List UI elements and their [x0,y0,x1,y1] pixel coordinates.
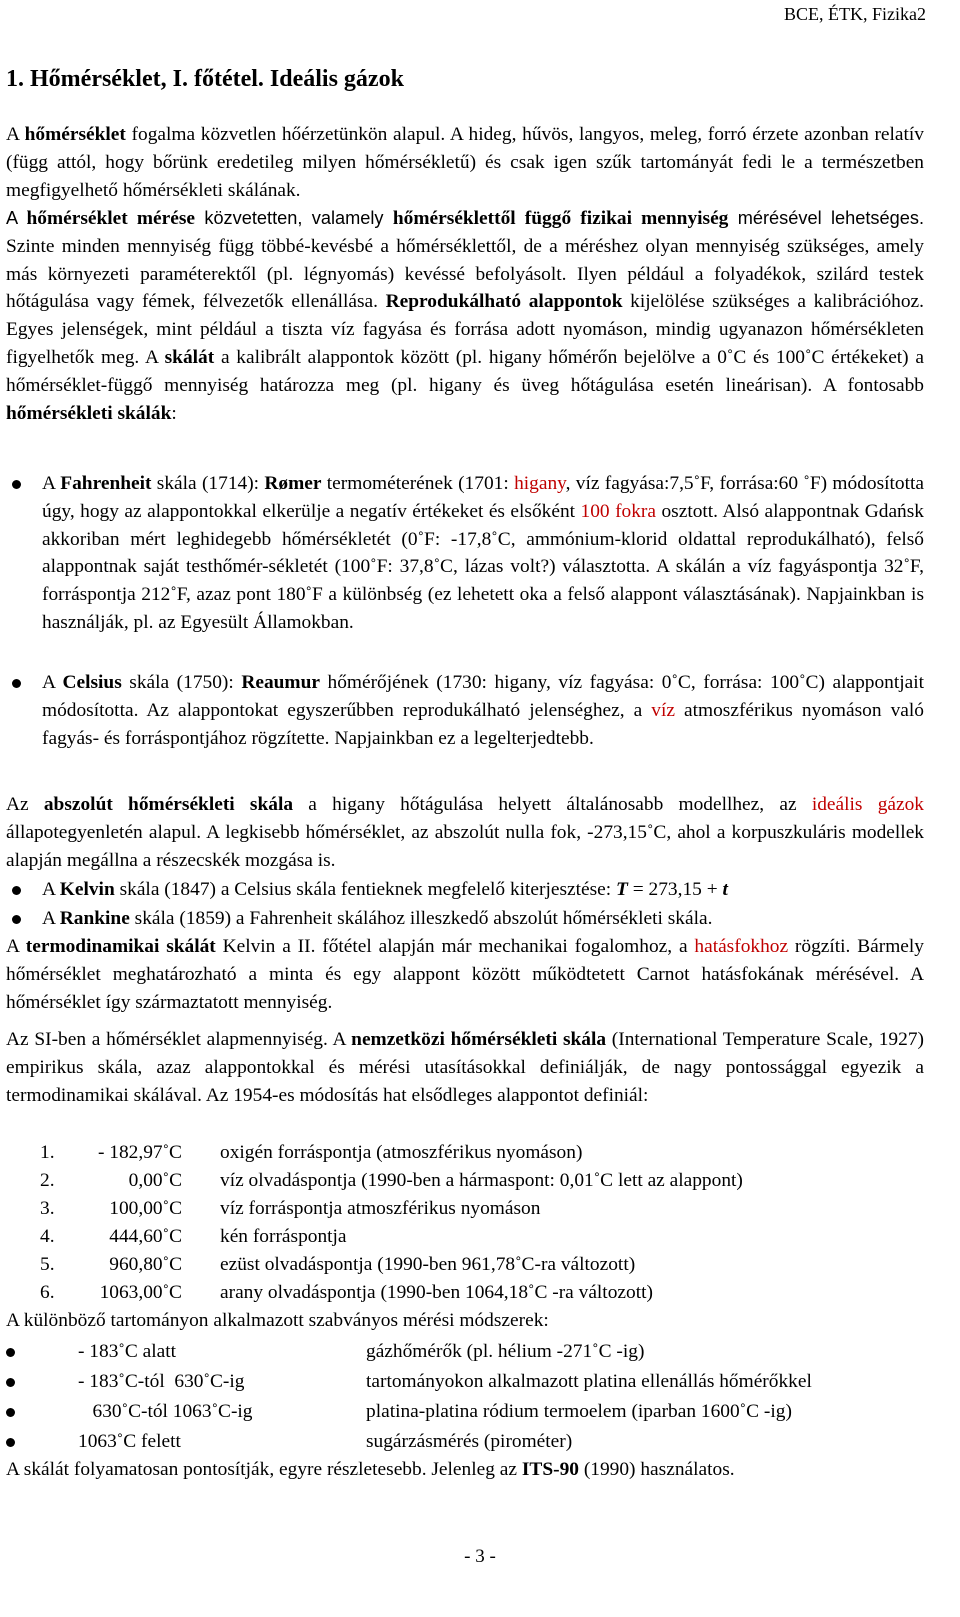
item-number: 6. [40,1282,55,1303]
text: A [6,936,26,957]
item-number: 5. [40,1254,55,1275]
bullet-rankine [6,905,924,933]
text: mérésével lehetséges. [728,208,925,228]
paragraph-thermodynamic-scale [6,933,924,1016]
item-value: - 182,97˚C [97,1142,182,1163]
item-value: 444,60˚C [109,1226,182,1247]
bold-term: Reprodukálható alappontok [385,291,623,313]
method-name: gázhőmérők (pl. hélium -271˚C -ig) [366,1341,645,1362]
paragraph-absolute-scale [6,791,924,874]
text: a kalibrált alappontok között (pl. higany hőmérőn bejelölve a 0˚C és 100˚C értékeket) a hőmérséklet-függő mennyiség határozza meg (pl. higany és üveg hőtágulása esetén lineárisan). A fontosabb [6,346,924,396]
method-range: - 183˚C alatt [78,1341,177,1362]
method-name: sugárzásmérés (pirométer) [366,1431,573,1452]
text: A skálát folyamatosan pontosítják, egyre részletesebb. Jelenleg az [6,1459,522,1480]
text: közvetetten, valamely [195,208,393,228]
text: = 273,15 + [627,879,723,900]
text: Szinte minden mennyiség függ többé-kevésbé a hőmérséklettől, de a méréshez olyan mennyiség szükséges, amely más környezeti paraméterektől (pl. légnyomás) kevéssé befolyásolt. Ilyen például a folyadékok, szilárd testek hőtágulása vagy fémek, félvezetők ellenállása. [6,235,924,313]
bold-term: abszolút hőmérsékleti skála [43,794,294,815]
text: atmoszférikus nyomáson való fagyás- és forráspontjához rögzítette. Napjainkban ez a legelterjedtebb. [42,699,924,749]
bold-term: termodinamikai skálát [25,936,216,957]
item-value: 100,00˚C [109,1198,182,1219]
bold-term: Kelvin [59,879,115,900]
text: Az SI-ben a hőmérséklet alapmennyiség. A [6,1029,352,1050]
item-number: 1. [40,1142,55,1163]
text: A [6,124,25,145]
bold-term: Reaumur [241,672,320,693]
formula-variable: T [616,879,628,900]
item-description: arany olvadáspontja (1990-ben 1064,18˚C -ra változott) [220,1282,653,1303]
text: fogalma közvetlen hőérzetünkön alapul. A hideg, hűvös, langyos, meleg, forró érzete azonban relatív (függ attól, hogy bőrünk eredetileg milyen hőmérsékletű) és csak igen szűk tartományát fedi le a természetben megfigyelhető hőmérsékleti skálának. [6,124,924,201]
bold-term: Rankine [59,908,130,929]
text: a higany hőtágulása helyett általánosabb modellhez, az [293,794,812,815]
text: skála (1847) a Celsius skála fentieknek megfelelő kiterjesztése: [114,879,617,900]
highlight-term: higany [514,473,566,494]
item-value: 1063,00˚C [99,1282,182,1303]
text: Az [6,794,44,815]
bold-term: ITS-90 [521,1459,579,1480]
text: A [42,879,60,900]
text: A [42,473,61,494]
method-range: 1063˚C felett [78,1431,181,1452]
text: állapotegyenletén alapul. A legkisebb hőmérséklet, az abszolút nulla fok, -273,15˚C, ahol a korpuszkuláris modellek alapján megállna a részecskék mozgása is. [6,821,924,871]
text: rögzíti. Bármely hőmérséklet meghatározható a minta és egy alappont között működtetett Carnot hatásfokának mérésével. A hőmérséklet így származtatott mennyiség. [6,936,924,1013]
text: termométerének (1701: [321,473,515,494]
bold-term: hőmérséklet [24,124,126,145]
page-title: 1. Hőmérséklet, I. főtétel. Ideális gázok [6,66,404,92]
bullet-celsius [6,669,924,752]
bold-term: nemzetközi hőmérsékleti skála [351,1029,607,1050]
method-name: platina-platina ródium termoelem (iparban 1600˚C -ig) [366,1401,792,1422]
paragraph-temperature-concept [6,121,924,204]
text: skála (1750): [121,672,242,693]
highlight-term: ideális gázok [811,794,924,815]
text: skála (1859) a Fahrenheit skálához illeszkedő abszolút hőmérsékleti skála. [129,908,713,929]
bold-term: Celsius [62,672,122,693]
item-number: 3. [40,1198,55,1219]
paragraph-its90 [6,1456,924,1484]
item-number: 4. [40,1226,55,1247]
text: : [171,402,177,424]
bold-term: skálát [164,346,215,368]
paragraph-international-scale [6,1026,924,1109]
highlight-term: 100 fokra [580,500,656,522]
text: (International Temperature Scale, 1927) empirikus skála, azaz alappontokkal és mérési utasításokkal definiálják, de nagy pontossággal egyezik a termodinamikai skálával. Az 1954-es módosítás hat elsődleges alappontot definiál: [6,1029,924,1106]
highlight-term: hatásfokhoz [694,936,789,957]
bold-term: Rømer [264,473,322,494]
item-number: 2. [40,1170,55,1191]
text: Kelvin a II. főtétel alapján már mechanikai fogalomhoz, a [215,936,695,957]
item-description: víz forráspontja atmoszférikus nyomáson [220,1198,541,1219]
methods-intro: A különböző tartományon alkalmazott szabványos mérési módszerek: [6,1310,549,1331]
method-range: 630˚C-tól 1063˚C-ig [78,1401,253,1422]
item-description: oxigén forráspontja (atmoszférikus nyomáson) [220,1142,583,1163]
bold-term: hőmérséklettől függő fizikai mennyiség [392,208,729,229]
text: osztott. Alsó alappontnak Gdańsk akkoriban mért leghidegebb hőmérsékletét (0˚F: -17,8˚C, ammónium-klorid oldattal reprodukálható), felső alappontnak saját testhőmér-sékletét (100˚F: 37,8˚C, lázas volt?) választotta. A skálán a víz fagyáspontja 32˚F, forráspontja 212˚F, azaz pont 180˚F a különbség (ez lehetett oka a felső alappont választásának). Napjainkban is használják, pl. az Egyesült Államokban. [42,500,924,633]
formula-variable: t [722,879,728,900]
bold-term: hőmérsékleti skálák [6,402,172,424]
text: , víz fagyása:7,5˚F, forrása:60 ˚F) módosította úgy, hogy az alappontokkal elkerülje a negatív értékeket és elsőként [42,473,924,522]
text: skála (1714): [151,473,265,494]
text: hőmérőjének (1730: higany, víz fagyása: 0˚C, forrása: 100˚C) alappontjait módosította. Az alappontokat egyszerűbben reprodukálható jelenséghez, a [42,672,925,721]
bold-term: Fahrenheit [60,473,152,494]
bold-term: hőmérséklet mérése [26,208,195,229]
text: A [42,672,63,693]
method-range: - 183˚C-tól 630˚C-ig [78,1371,245,1392]
bullet-fahrenheit [6,470,924,637]
paragraph-temperature-measurement [6,205,924,427]
item-description: kén forráspontja [220,1226,347,1247]
bullet-kelvin [6,876,924,904]
text: A [6,208,27,228]
method-name: tartományokon alkalmazott platina ellenállás hőmérőkkel [366,1371,812,1392]
text: kijelölése szükséges a kalibrációhoz. Egyes jelenségek, mint például a tiszta víz fagyása és forrása adott nyomáson, mindig ugyanazon hőmérsékleten figyelhetők meg. A [6,291,924,368]
item-value: 0,00˚C [128,1170,182,1191]
highlight-term: víz [651,699,675,721]
running-header: BCE, ÉTK, Fizika2 [784,4,926,24]
text: A [42,908,60,929]
text: (1990) használatos. [578,1459,735,1480]
item-description: víz olvadáspontja (1990-ben a hármaspont: 0,01˚C lett az alappont) [220,1170,743,1191]
page-number: - 3 - [464,1546,496,1567]
item-value: 960,80˚C [109,1254,182,1275]
item-description: ezüst olvadáspontja (1990-ben 961,78˚C-ra változott) [220,1254,636,1275]
